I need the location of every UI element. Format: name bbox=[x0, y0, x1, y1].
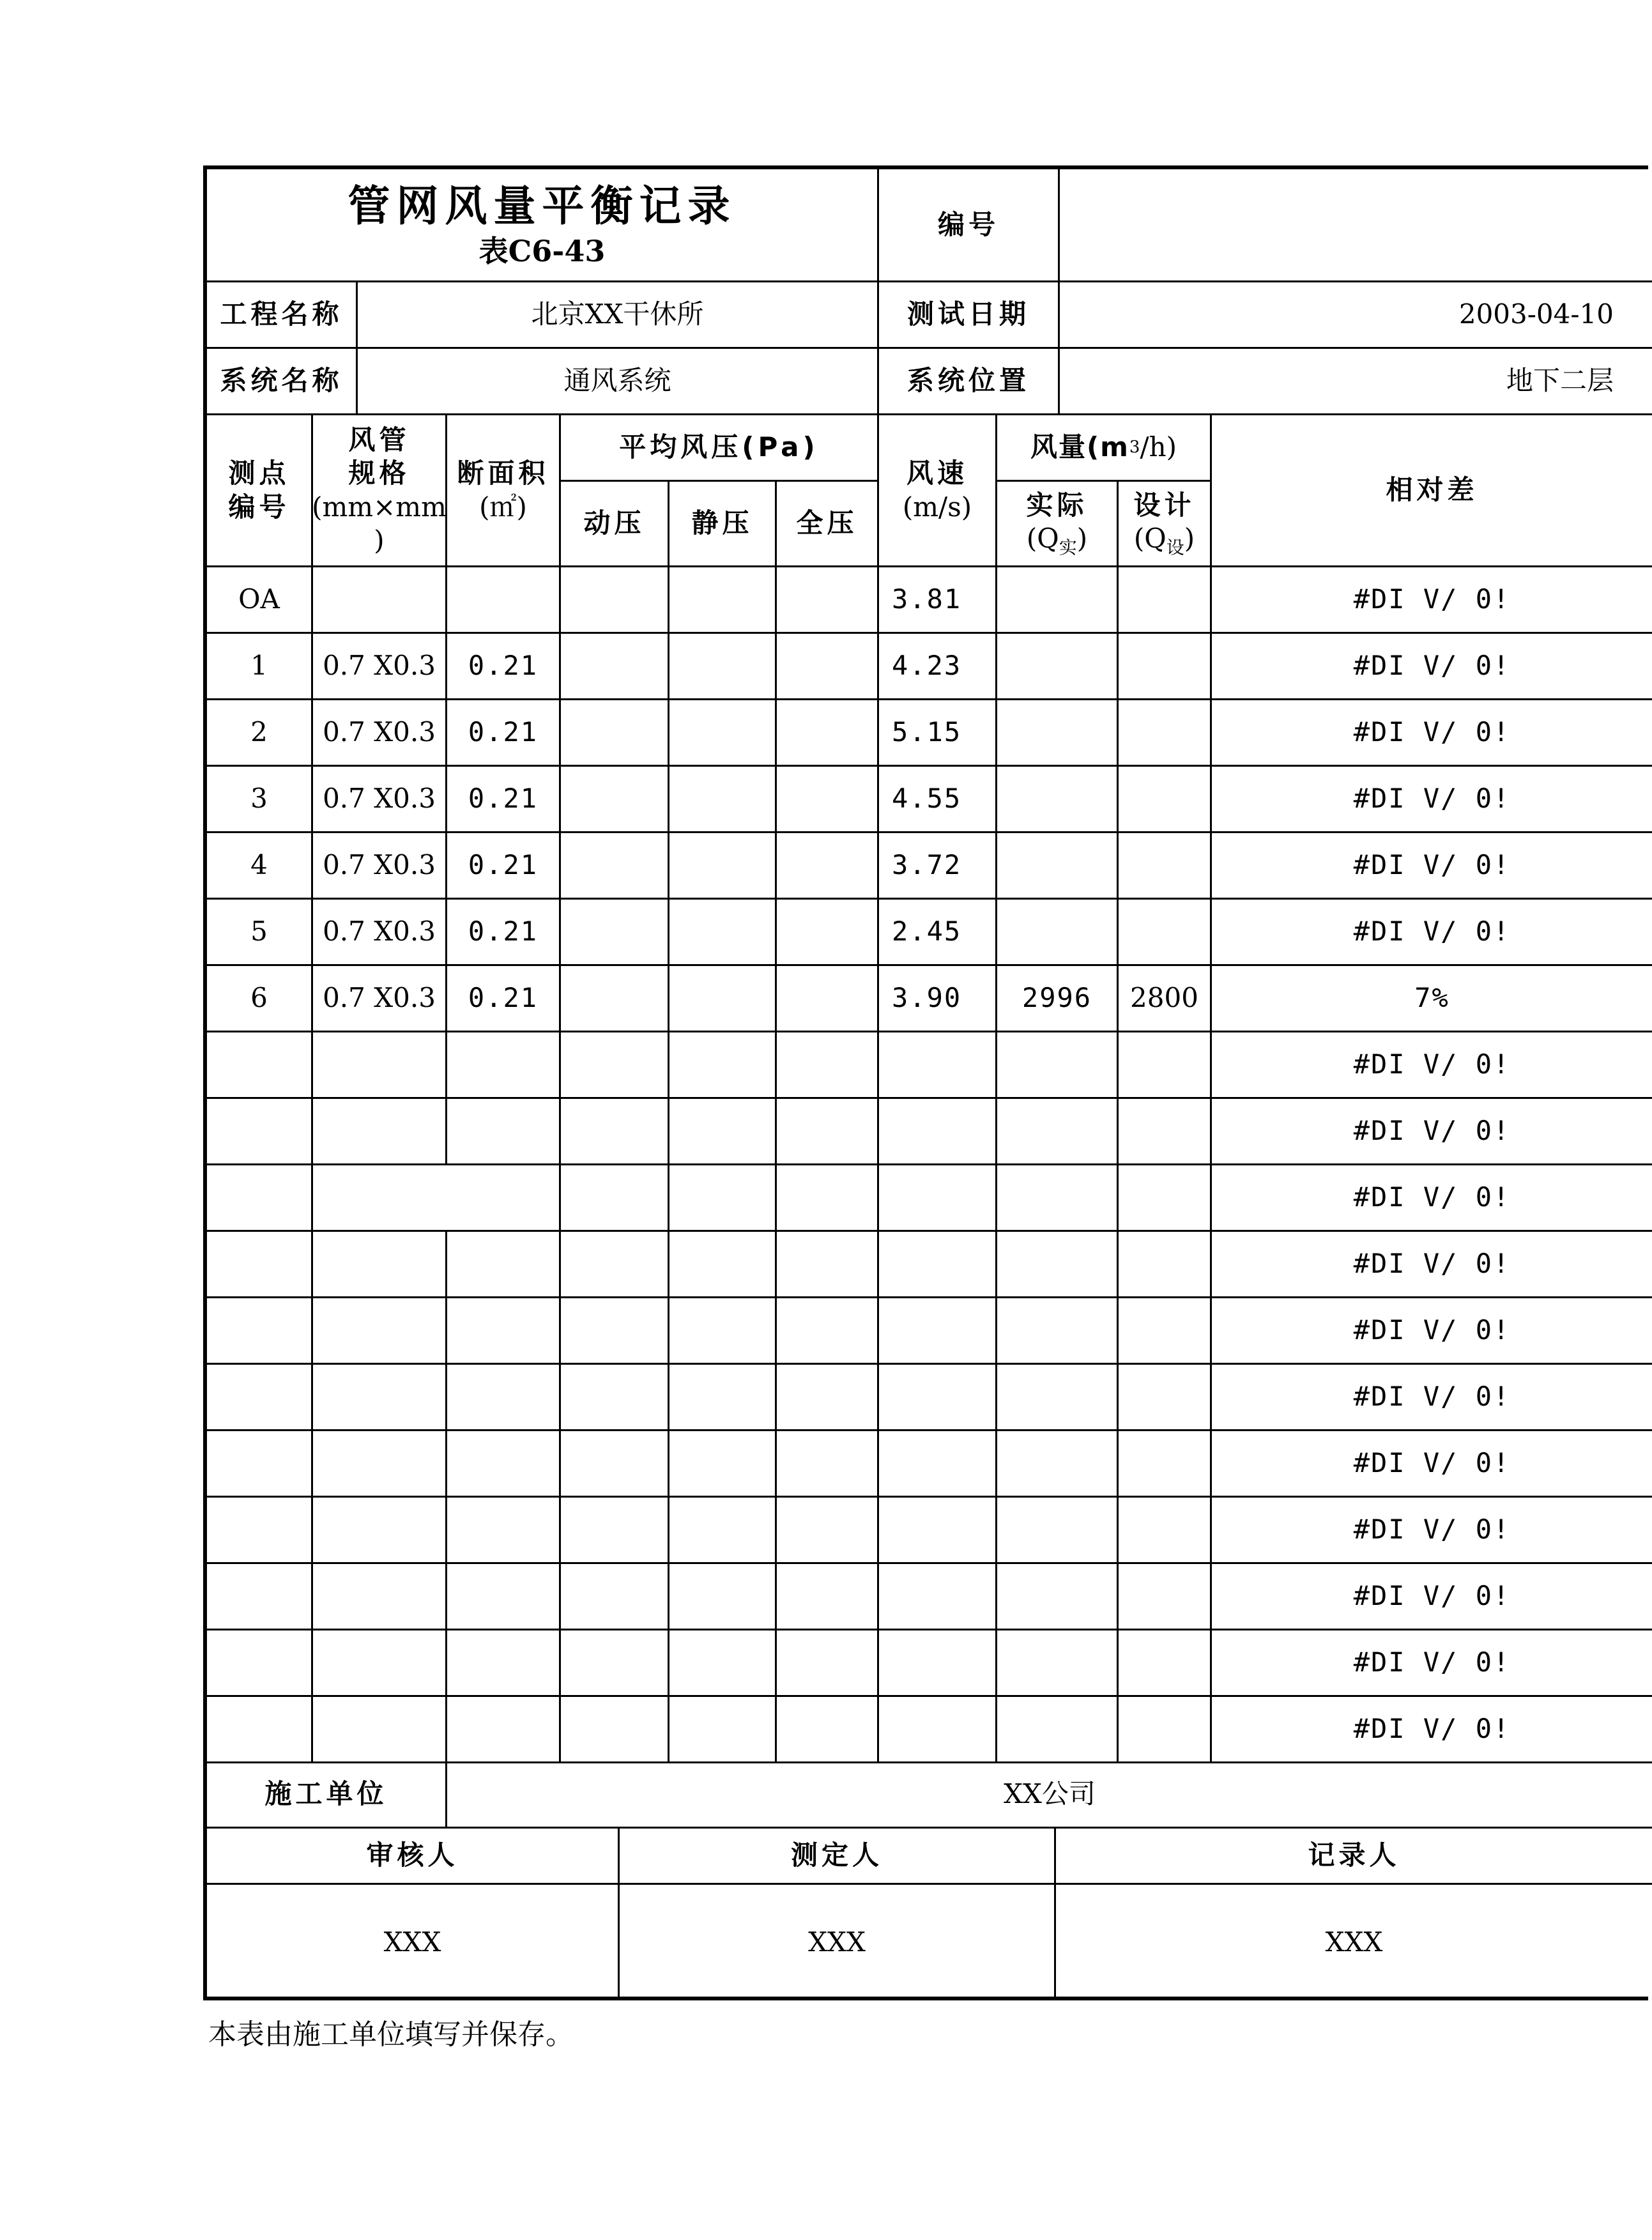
cell-point bbox=[207, 1232, 313, 1298]
cell-diff: #DI V/ 0! bbox=[1212, 634, 1652, 700]
cell-static bbox=[669, 1697, 777, 1763]
cell-static bbox=[669, 900, 777, 966]
cell-dynamic bbox=[561, 1697, 669, 1763]
cell-speed bbox=[879, 1032, 997, 1099]
cell-actual bbox=[997, 1099, 1119, 1165]
cell-dynamic bbox=[561, 833, 669, 900]
balance-record-form bbox=[203, 165, 1648, 2000]
cell-actual bbox=[997, 767, 1119, 833]
cell-spec: 0.7 X0.3 bbox=[313, 833, 447, 900]
cell-total bbox=[777, 1032, 879, 1099]
cell-point bbox=[207, 1630, 313, 1697]
header-actual-pre: (Q bbox=[1026, 523, 1059, 555]
cell-total bbox=[777, 700, 879, 767]
cell-design bbox=[1119, 1630, 1212, 1697]
cell-dynamic bbox=[561, 1165, 669, 1232]
cell-point: 1 bbox=[207, 634, 313, 700]
cell-point: 2 bbox=[207, 700, 313, 767]
cell-dynamic bbox=[561, 767, 669, 833]
cell-static bbox=[669, 1165, 777, 1232]
header-pressure: 平均风压(Pa) bbox=[561, 415, 879, 482]
cell-dynamic bbox=[561, 1564, 669, 1630]
cell-static bbox=[669, 567, 777, 634]
cell-design bbox=[1119, 1032, 1212, 1099]
cell-static bbox=[669, 1032, 777, 1099]
header-area-line2: (㎡) bbox=[479, 491, 527, 523]
cell-static bbox=[669, 1365, 777, 1431]
tester-label: 测定人 bbox=[620, 1829, 1056, 1885]
title-cell bbox=[207, 169, 879, 282]
cell-actual bbox=[997, 1032, 1119, 1099]
footnote: 本表由施工单位填写并保存。 bbox=[208, 2018, 574, 2051]
cell-speed: 3.81 bbox=[879, 567, 997, 634]
cell-spec bbox=[313, 1498, 447, 1564]
header-flow-sup: 3 bbox=[1129, 438, 1140, 457]
cell-total bbox=[777, 567, 879, 634]
cell-dynamic bbox=[561, 966, 669, 1032]
cell-total bbox=[777, 1365, 879, 1431]
system-value: 通风系统 bbox=[358, 349, 879, 415]
cell-static bbox=[669, 1630, 777, 1697]
cell-design bbox=[1119, 1099, 1212, 1165]
cell-design bbox=[1119, 767, 1212, 833]
cell-point bbox=[207, 1365, 313, 1431]
cell-dynamic bbox=[561, 1032, 669, 1099]
cell-area bbox=[447, 1032, 561, 1099]
header-total: 全压 bbox=[777, 482, 879, 567]
cell-point: 3 bbox=[207, 767, 313, 833]
header-design-line1: 设计 bbox=[1133, 489, 1195, 521]
cell-area bbox=[447, 1099, 561, 1165]
cell-point bbox=[207, 1697, 313, 1763]
cell-point: 5 bbox=[207, 900, 313, 966]
cell-design bbox=[1119, 1232, 1212, 1298]
cell-static bbox=[669, 1232, 777, 1298]
cell-spec: 0.7 X0.3 bbox=[313, 966, 447, 1032]
cell-diff: #DI V/ 0! bbox=[1212, 900, 1652, 966]
header-speed-line2: (m/s) bbox=[902, 491, 972, 523]
header-design bbox=[1119, 482, 1212, 567]
cell-actual: 2996 bbox=[997, 966, 1119, 1032]
cell-diff: #DI V/ 0! bbox=[1212, 767, 1652, 833]
cell-design bbox=[1119, 700, 1212, 767]
system-label: 系统名称 bbox=[207, 349, 358, 415]
cell-spec: 0.7 X0.3 bbox=[313, 900, 447, 966]
cell-area: 0.21 bbox=[447, 900, 561, 966]
header-actual-sub: 实 bbox=[1059, 537, 1077, 558]
cell-total bbox=[777, 1564, 879, 1630]
cell-speed bbox=[879, 1099, 997, 1165]
header-speed bbox=[879, 415, 997, 567]
cell-total bbox=[777, 634, 879, 700]
cell-speed: 2.45 bbox=[879, 900, 997, 966]
cell-speed bbox=[879, 1564, 997, 1630]
header-actual-post: ) bbox=[1076, 523, 1088, 555]
cell-point bbox=[207, 1564, 313, 1630]
cell-total bbox=[777, 833, 879, 900]
cell-diff: #DI V/ 0! bbox=[1212, 1498, 1652, 1564]
cell-area bbox=[447, 1431, 561, 1498]
cell-point bbox=[207, 1431, 313, 1498]
cell-dynamic bbox=[561, 1099, 669, 1165]
header-dynamic: 动压 bbox=[561, 482, 669, 567]
cell-area bbox=[447, 1298, 561, 1365]
cell-point bbox=[207, 1032, 313, 1099]
cell-dynamic bbox=[561, 1498, 669, 1564]
tester-value: XXX bbox=[620, 1885, 1056, 2000]
cell-design bbox=[1119, 1165, 1212, 1232]
project-value: 北京XX干休所 bbox=[358, 282, 879, 349]
cell-actual bbox=[997, 634, 1119, 700]
cell-static bbox=[669, 634, 777, 700]
header-point-line2: 编号 bbox=[228, 491, 290, 523]
cell-area bbox=[447, 1498, 561, 1564]
cell-actual bbox=[997, 1232, 1119, 1298]
cell-design bbox=[1119, 1431, 1212, 1498]
cell-speed bbox=[879, 1298, 997, 1365]
cell-area bbox=[447, 567, 561, 634]
cell-area bbox=[447, 1365, 561, 1431]
header-design-sub: 设 bbox=[1166, 537, 1184, 558]
cell-area bbox=[447, 1630, 561, 1697]
cell-actual bbox=[997, 700, 1119, 767]
cell-dynamic bbox=[561, 1298, 669, 1365]
cell-diff: #DI V/ 0! bbox=[1212, 1431, 1652, 1498]
cell-diff: #DI V/ 0! bbox=[1212, 1232, 1652, 1298]
cell-dynamic bbox=[561, 1365, 669, 1431]
cell-design bbox=[1119, 634, 1212, 700]
cell-static bbox=[669, 1564, 777, 1630]
cell-total bbox=[777, 1099, 879, 1165]
cell-actual bbox=[997, 1697, 1119, 1763]
cell-diff: #DI V/ 0! bbox=[1212, 700, 1652, 767]
cell-point: OA bbox=[207, 567, 313, 634]
cell-design bbox=[1119, 1298, 1212, 1365]
cell-actual bbox=[997, 1498, 1119, 1564]
cell-speed bbox=[879, 1165, 997, 1232]
header-speed-line1: 风速 bbox=[906, 457, 968, 489]
header-duct-line1: 风管 bbox=[348, 424, 410, 456]
cell-actual bbox=[997, 567, 1119, 634]
cell-speed bbox=[879, 1232, 997, 1298]
cell-design bbox=[1119, 1365, 1212, 1431]
cell-design bbox=[1119, 900, 1212, 966]
cell-area: 0.21 bbox=[447, 833, 561, 900]
cell-spec bbox=[313, 567, 447, 634]
header-diff: 相对差 bbox=[1212, 415, 1652, 567]
form-subtitle: 表C6-43 bbox=[478, 233, 606, 268]
header-design-pre: (Q bbox=[1133, 523, 1166, 555]
cell-static bbox=[669, 833, 777, 900]
cell-diff: #DI V/ 0! bbox=[1212, 1298, 1652, 1365]
cell-spec: 0.7 X0.3 bbox=[313, 634, 447, 700]
cell-dynamic bbox=[561, 700, 669, 767]
header-area bbox=[447, 415, 561, 567]
cell-spec bbox=[313, 1365, 447, 1431]
header-actual bbox=[997, 482, 1119, 567]
cell-actual bbox=[997, 1165, 1119, 1232]
cell-design bbox=[1119, 1697, 1212, 1763]
cell-diff: #DI V/ 0! bbox=[1212, 833, 1652, 900]
cell-static bbox=[669, 1498, 777, 1564]
cell-total bbox=[777, 1165, 879, 1232]
cell-diff: #DI V/ 0! bbox=[1212, 1564, 1652, 1630]
cell-total bbox=[777, 1498, 879, 1564]
location-label: 系统位置 bbox=[879, 349, 1060, 415]
cell-static bbox=[669, 1099, 777, 1165]
cell-area bbox=[447, 1564, 561, 1630]
unit-value: XX公司 bbox=[447, 1762, 1652, 1829]
form-title: 管网风量平衡记录 bbox=[348, 181, 737, 231]
cell-dynamic bbox=[561, 1431, 669, 1498]
cell-spec: 0.7 X0.3 bbox=[313, 700, 447, 767]
cell-dynamic bbox=[561, 900, 669, 966]
cell-area: 0.21 bbox=[447, 767, 561, 833]
header-actual-line1: 实际 bbox=[1026, 489, 1088, 521]
cell-speed: 4.55 bbox=[879, 767, 997, 833]
cell-spec bbox=[313, 1232, 447, 1298]
cell-area: 0.21 bbox=[447, 634, 561, 700]
number-value bbox=[1060, 169, 1652, 282]
reviewer-label: 审核人 bbox=[207, 1829, 620, 1885]
cell-spec bbox=[313, 1099, 447, 1165]
cell-diff: #DI V/ 0! bbox=[1212, 1697, 1652, 1763]
cell-total bbox=[777, 767, 879, 833]
cell-area bbox=[447, 1697, 561, 1763]
header-duct-line3: (mm×mm bbox=[312, 491, 447, 523]
header-point-line1: 测点 bbox=[228, 457, 290, 489]
number-label: 编号 bbox=[879, 169, 1060, 282]
cell-spec bbox=[313, 1697, 447, 1763]
cell-dynamic bbox=[561, 1630, 669, 1697]
cell-total bbox=[777, 966, 879, 1032]
cell-area bbox=[447, 1232, 561, 1298]
cell-static bbox=[669, 966, 777, 1032]
cell-spec bbox=[313, 1431, 447, 1498]
cell-area: 0.21 bbox=[447, 700, 561, 767]
cell-spec bbox=[313, 1032, 447, 1099]
cell-diff: #DI V/ 0! bbox=[1212, 1032, 1652, 1099]
cell-speed bbox=[879, 1498, 997, 1564]
cell-spec bbox=[313, 1165, 561, 1232]
header-flow-post: /h) bbox=[1140, 431, 1177, 463]
header-point bbox=[207, 415, 313, 567]
cell-speed bbox=[879, 1630, 997, 1697]
cell-actual bbox=[997, 1365, 1119, 1431]
cell-spec bbox=[313, 1630, 447, 1697]
cell-static bbox=[669, 1298, 777, 1365]
cell-diff: #DI V/ 0! bbox=[1212, 1630, 1652, 1697]
location-value: 地下二层 bbox=[1060, 349, 1652, 415]
cell-dynamic bbox=[561, 634, 669, 700]
cell-speed: 3.72 bbox=[879, 833, 997, 900]
cell-diff: 7% bbox=[1212, 966, 1652, 1032]
cell-total bbox=[777, 1431, 879, 1498]
date-label: 测试日期 bbox=[879, 282, 1060, 349]
header-static: 静压 bbox=[669, 482, 777, 567]
cell-actual bbox=[997, 1431, 1119, 1498]
cell-design bbox=[1119, 1498, 1212, 1564]
cell-actual bbox=[997, 900, 1119, 966]
cell-diff: #DI V/ 0! bbox=[1212, 1165, 1652, 1232]
cell-point bbox=[207, 1298, 313, 1365]
header-duct bbox=[313, 415, 447, 567]
unit-label: 施工单位 bbox=[207, 1762, 447, 1829]
cell-speed: 5.15 bbox=[879, 700, 997, 767]
cell-static bbox=[669, 1431, 777, 1498]
cell-actual bbox=[997, 1298, 1119, 1365]
cell-point bbox=[207, 1099, 313, 1165]
cell-dynamic bbox=[561, 1232, 669, 1298]
cell-point: 4 bbox=[207, 833, 313, 900]
cell-design bbox=[1119, 1564, 1212, 1630]
cell-actual bbox=[997, 833, 1119, 900]
cell-actual bbox=[997, 1564, 1119, 1630]
cell-speed: 3.90 bbox=[879, 966, 997, 1032]
cell-total bbox=[777, 1697, 879, 1763]
cell-diff: #DI V/ 0! bbox=[1212, 1365, 1652, 1431]
cell-spec bbox=[313, 1298, 447, 1365]
header-flow bbox=[997, 415, 1212, 482]
header-duct-line2: 规格 bbox=[348, 457, 410, 489]
header-duct-line4: ) bbox=[374, 525, 385, 556]
cell-point bbox=[207, 1498, 313, 1564]
cell-total bbox=[777, 900, 879, 966]
header-flow-pre: 风量(m bbox=[1030, 431, 1129, 463]
cell-speed bbox=[879, 1431, 997, 1498]
cell-speed: 4.23 bbox=[879, 634, 997, 700]
cell-point bbox=[207, 1165, 313, 1232]
cell-static bbox=[669, 767, 777, 833]
cell-dynamic bbox=[561, 567, 669, 634]
date-value: 2003-04-10 bbox=[1060, 282, 1652, 349]
cell-design bbox=[1119, 567, 1212, 634]
cell-diff: #DI V/ 0! bbox=[1212, 567, 1652, 634]
cell-actual bbox=[997, 1630, 1119, 1697]
recorder-value: XXX bbox=[1325, 1926, 1383, 1958]
header-area-line1: 断面积 bbox=[457, 457, 549, 489]
cell-design: 2800 bbox=[1119, 966, 1212, 1032]
project-label: 工程名称 bbox=[207, 282, 358, 349]
cell-area: 0.21 bbox=[447, 966, 561, 1032]
cell-total bbox=[777, 1232, 879, 1298]
cell-static bbox=[669, 700, 777, 767]
cell-total bbox=[777, 1298, 879, 1365]
reviewer-value: XXX bbox=[207, 1885, 620, 2000]
cell-total bbox=[777, 1630, 879, 1697]
cell-point: 6 bbox=[207, 966, 313, 1032]
recorder-label: 记录人 bbox=[1056, 1829, 1652, 1885]
cell-diff: #DI V/ 0! bbox=[1212, 1099, 1652, 1165]
cell-speed bbox=[879, 1697, 997, 1763]
cell-design bbox=[1119, 833, 1212, 900]
cell-speed bbox=[879, 1365, 997, 1431]
header-design-post: ) bbox=[1184, 523, 1195, 555]
cell-spec bbox=[313, 1564, 447, 1630]
cell-spec: 0.7 X0.3 bbox=[313, 767, 447, 833]
